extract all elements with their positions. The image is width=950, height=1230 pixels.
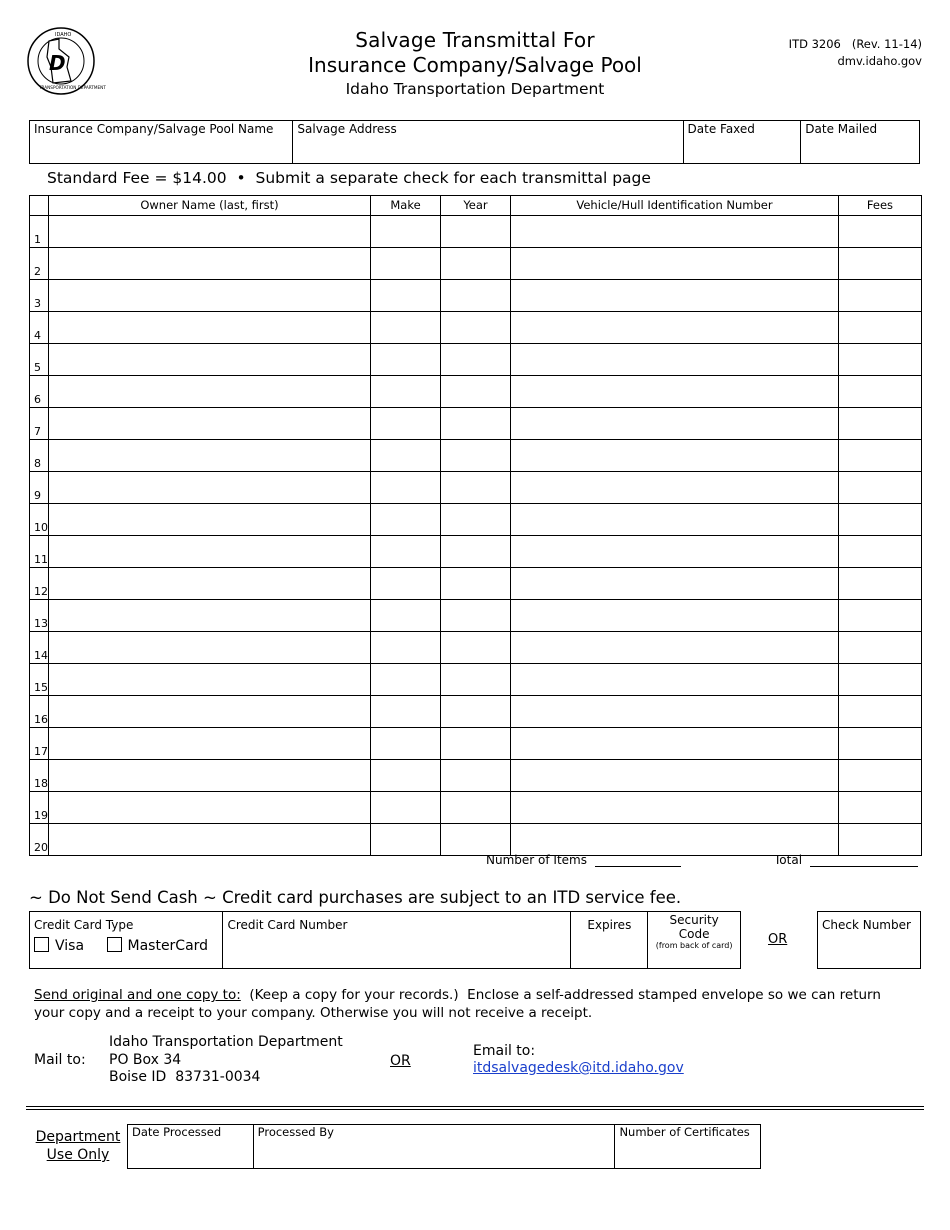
row-number: 19: [30, 792, 49, 824]
company-name-label: Insurance Company/Salvage Pool Name: [34, 122, 274, 136]
vin-cell[interactable]: [511, 696, 839, 728]
address-line2: PO Box 34: [109, 1051, 182, 1068]
year-cell[interactable]: [441, 664, 511, 696]
row-number: 12: [30, 568, 49, 600]
owner-name-cell[interactable]: [49, 824, 371, 856]
column-header: Year: [441, 196, 511, 216]
fees-cell[interactable]: [839, 440, 922, 472]
make-cell[interactable]: [371, 280, 441, 312]
total-label: Total: [774, 853, 803, 867]
row-number: 1: [30, 216, 49, 248]
row-number: 8: [30, 440, 49, 472]
make-cell[interactable]: [371, 408, 441, 440]
department-name: Idaho Transportation Department: [345, 80, 605, 98]
mastercard-checkbox[interactable]: [107, 937, 122, 952]
make-cell[interactable]: [371, 600, 441, 632]
card-number-field[interactable]: [223, 912, 571, 968]
year-cell[interactable]: [441, 568, 511, 600]
num-certificates-label: Number of Certificates: [619, 1125, 750, 1139]
year-cell[interactable]: [441, 632, 511, 664]
make-cell[interactable]: [371, 792, 441, 824]
table-row: [30, 632, 922, 664]
make-cell[interactable]: [371, 344, 441, 376]
form-number-block: [789, 36, 922, 70]
owner-name-cell[interactable]: [49, 536, 371, 568]
table-row: [30, 312, 922, 344]
year-cell[interactable]: [441, 440, 511, 472]
date-mailed-label: Date Mailed: [805, 122, 878, 136]
table-header-row: [30, 196, 922, 216]
table-row: [30, 280, 922, 312]
make-cell[interactable]: [371, 440, 441, 472]
email-link[interactable]: itdsalvagedesk@itd.idaho.gov: [473, 1060, 684, 1076]
table-row: [30, 440, 922, 472]
table-row: [30, 344, 922, 376]
mastercard-label: MasterCard: [127, 938, 209, 954]
row-number: 18: [30, 760, 49, 792]
fees-cell[interactable]: [839, 536, 922, 568]
row-number: 3: [30, 280, 49, 312]
security-code-label: Security Code: [669, 913, 719, 941]
row-number: 16: [30, 696, 49, 728]
table-row: [30, 760, 922, 792]
security-code-field[interactable]: [648, 912, 740, 968]
owner-name-cell[interactable]: [49, 408, 371, 440]
date-faxed-label: Date Faxed: [687, 122, 755, 136]
column-header: [30, 196, 49, 216]
fees-cell[interactable]: [839, 728, 922, 760]
owner-name-cell[interactable]: [49, 440, 371, 472]
vin-cell[interactable]: [511, 600, 839, 632]
vin-cell[interactable]: [511, 568, 839, 600]
owner-name-cell[interactable]: [49, 760, 371, 792]
table-row: [30, 664, 922, 696]
check-number-field[interactable]: [817, 911, 921, 969]
year-cell[interactable]: [441, 504, 511, 536]
make-cell[interactable]: [371, 312, 441, 344]
date-faxed-field[interactable]: [684, 121, 802, 163]
column-header: Vehicle/Hull Identification Number: [511, 196, 839, 216]
email-to-label: Email to:: [473, 1043, 536, 1059]
vin-cell[interactable]: [511, 664, 839, 696]
total-input[interactable]: [810, 852, 918, 867]
fees-cell[interactable]: [839, 600, 922, 632]
year-cell[interactable]: [441, 824, 511, 856]
row-number: 17: [30, 728, 49, 760]
number-of-items-input[interactable]: [595, 852, 681, 867]
year-cell[interactable]: [441, 280, 511, 312]
year-cell[interactable]: [441, 408, 511, 440]
credit-card-box: [29, 911, 741, 969]
year-cell[interactable]: [441, 312, 511, 344]
fees-cell[interactable]: [839, 408, 922, 440]
table-row: [30, 792, 922, 824]
vin-cell[interactable]: [511, 472, 839, 504]
payment-or: OR: [768, 932, 788, 947]
table-row: [30, 728, 922, 760]
year-cell[interactable]: [441, 792, 511, 824]
vin-cell[interactable]: [511, 760, 839, 792]
make-cell[interactable]: [371, 248, 441, 280]
fees-cell[interactable]: [839, 664, 922, 696]
owner-name-cell[interactable]: [49, 568, 371, 600]
visa-label: Visa: [55, 938, 85, 954]
row-number: 13: [30, 600, 49, 632]
table-row: [30, 696, 922, 728]
itd-logo: [25, 27, 106, 95]
fees-cell[interactable]: [839, 344, 922, 376]
vin-cell[interactable]: [511, 216, 839, 248]
form-title-line1: Salvage Transmittal For: [355, 28, 595, 52]
department-use-box: [127, 1124, 761, 1169]
vin-cell[interactable]: [511, 824, 839, 856]
table-row: [30, 536, 922, 568]
owner-name-cell[interactable]: [49, 376, 371, 408]
vin-cell[interactable]: [511, 344, 839, 376]
svg-text:D: D: [49, 51, 66, 75]
owner-name-cell[interactable]: [49, 216, 371, 248]
make-cell[interactable]: [371, 376, 441, 408]
date-processed-label: Date Processed: [132, 1125, 222, 1139]
owner-name-cell[interactable]: [49, 312, 371, 344]
vin-cell[interactable]: [511, 792, 839, 824]
year-cell[interactable]: [441, 472, 511, 504]
make-cell[interactable]: [371, 632, 441, 664]
dept-line2: Use Only: [46, 1147, 110, 1163]
make-cell[interactable]: [371, 760, 441, 792]
column-header: Fees: [839, 196, 922, 216]
fees-cell[interactable]: [839, 568, 922, 600]
make-cell[interactable]: [371, 536, 441, 568]
divider-line: [26, 1109, 924, 1110]
fees-cell[interactable]: [839, 248, 922, 280]
company-name-field[interactable]: [30, 121, 293, 163]
fees-cell[interactable]: [839, 760, 922, 792]
fees-cell[interactable]: [839, 472, 922, 504]
vin-cell[interactable]: [511, 632, 839, 664]
owner-name-cell[interactable]: [49, 600, 371, 632]
year-cell[interactable]: [441, 376, 511, 408]
vin-cell[interactable]: [511, 408, 839, 440]
table-row: [30, 504, 922, 536]
make-cell[interactable]: [371, 664, 441, 696]
fees-cell[interactable]: [839, 312, 922, 344]
row-number: 6: [30, 376, 49, 408]
card-type-field: [30, 912, 223, 968]
department-use-label: [34, 1128, 122, 1164]
vin-cell[interactable]: [511, 536, 839, 568]
row-number: 7: [30, 408, 49, 440]
owner-name-cell[interactable]: [49, 344, 371, 376]
row-number: 10: [30, 504, 49, 536]
year-cell[interactable]: [441, 344, 511, 376]
send-text: (Keep a copy for your records.) Enclose a self-addressed stamped envelope so we can return your copy and a receipt to your company. Otherwise you will not receive a receipt.: [34, 987, 886, 1021]
owner-name-cell[interactable]: [49, 280, 371, 312]
column-header: Owner Name (last, first): [49, 196, 371, 216]
year-cell[interactable]: [441, 728, 511, 760]
fees-cell[interactable]: [839, 792, 922, 824]
table-body: [30, 216, 922, 856]
form-title-line2: Insurance Company/Salvage Pool: [308, 53, 642, 77]
owner-name-cell[interactable]: [49, 696, 371, 728]
check-number-label: Check Number: [822, 918, 911, 932]
mail-to-label: Mail to:: [34, 1052, 86, 1068]
table-row: [30, 408, 922, 440]
row-number: 20: [30, 824, 49, 856]
mail-or: OR: [390, 1053, 411, 1069]
number-of-items: [486, 852, 681, 867]
salvage-address-field[interactable]: [293, 121, 683, 163]
owner-name-cell[interactable]: [49, 248, 371, 280]
expires-label: Expires: [587, 918, 632, 932]
column-header: Make: [371, 196, 441, 216]
year-cell[interactable]: [441, 760, 511, 792]
owner-name-cell[interactable]: [49, 472, 371, 504]
send-heading: Send original and one copy to:: [34, 987, 241, 1003]
make-cell[interactable]: [371, 472, 441, 504]
total: [774, 852, 918, 867]
year-cell[interactable]: [441, 216, 511, 248]
dept-line1: Department: [35, 1129, 121, 1145]
vin-cell[interactable]: [511, 312, 839, 344]
fees-cell[interactable]: [839, 376, 922, 408]
divider-line: [26, 1106, 924, 1107]
row-number: 9: [30, 472, 49, 504]
row-number: 5: [30, 344, 49, 376]
card-number-label: Credit Card Number: [227, 918, 348, 932]
processed-by-label: Processed By: [257, 1125, 334, 1139]
fees-cell[interactable]: [839, 632, 922, 664]
vehicle-table: [29, 195, 922, 856]
owner-name-cell[interactable]: [49, 792, 371, 824]
table-row: [30, 472, 922, 504]
fees-cell[interactable]: [839, 280, 922, 312]
make-cell[interactable]: [371, 216, 441, 248]
logo-top-text: IDAHO: [55, 32, 72, 38]
table-row: [30, 568, 922, 600]
make-cell[interactable]: [371, 728, 441, 760]
num-certificates-field[interactable]: [615, 1125, 760, 1168]
mailing-address: [109, 1034, 343, 1087]
make-cell[interactable]: [371, 504, 441, 536]
owner-name-cell[interactable]: [49, 504, 371, 536]
form-number: ITD 3206 (Rev. 11-14): [788, 37, 922, 51]
vin-cell[interactable]: [511, 728, 839, 760]
logo-bottom-text: TRANSPORTATION DEPARTMENT: [39, 85, 106, 90]
owner-name-cell[interactable]: [49, 632, 371, 664]
vin-cell[interactable]: [511, 376, 839, 408]
year-cell[interactable]: [441, 696, 511, 728]
no-cash-warning: ~ Do Not Send Cash ~ Credit card purchases are subject to an ITD service fee.: [29, 888, 682, 907]
year-cell[interactable]: [441, 248, 511, 280]
number-of-items-label: Number of Items: [486, 853, 587, 867]
row-number: 14: [30, 632, 49, 664]
owner-name-cell[interactable]: [49, 664, 371, 696]
vin-cell[interactable]: [511, 440, 839, 472]
website: dmv.idaho.gov: [837, 54, 922, 68]
make-cell[interactable]: [371, 824, 441, 856]
make-cell[interactable]: [371, 568, 441, 600]
fees-cell[interactable]: [839, 824, 922, 856]
address-line1: Idaho Transportation Department: [109, 1034, 343, 1050]
make-cell[interactable]: [371, 696, 441, 728]
row-number: 11: [30, 536, 49, 568]
expires-field[interactable]: [571, 912, 648, 968]
table-row: [30, 600, 922, 632]
vin-cell[interactable]: [511, 504, 839, 536]
date-mailed-field[interactable]: [801, 121, 919, 163]
address-line3: Boise ID 83731-0034: [109, 1069, 261, 1085]
row-number: 4: [30, 312, 49, 344]
table-row: [30, 376, 922, 408]
vin-cell[interactable]: [511, 248, 839, 280]
send-instructions: [34, 986, 914, 1022]
year-cell[interactable]: [441, 536, 511, 568]
table-row: [30, 248, 922, 280]
fees-cell[interactable]: [839, 696, 922, 728]
table-row: [30, 216, 922, 248]
row-number: 2: [30, 248, 49, 280]
table-row: [30, 824, 922, 856]
year-cell[interactable]: [441, 600, 511, 632]
security-code-note: (from back of card): [655, 941, 733, 950]
fees-cell[interactable]: [839, 216, 922, 248]
company-info-box: [29, 120, 920, 164]
salvage-address-label: Salvage Address: [297, 122, 397, 136]
fee-note: Standard Fee = $14.00 • Submit a separate check for each transmittal page: [47, 169, 651, 187]
date-processed-field[interactable]: [128, 1125, 254, 1168]
vin-cell[interactable]: [511, 280, 839, 312]
card-type-label: Credit Card Type: [34, 918, 134, 932]
row-number: 15: [30, 664, 49, 696]
processed-by-field[interactable]: [254, 1125, 616, 1168]
visa-checkbox[interactable]: [34, 937, 49, 952]
fees-cell[interactable]: [839, 504, 922, 536]
owner-name-cell[interactable]: [49, 728, 371, 760]
